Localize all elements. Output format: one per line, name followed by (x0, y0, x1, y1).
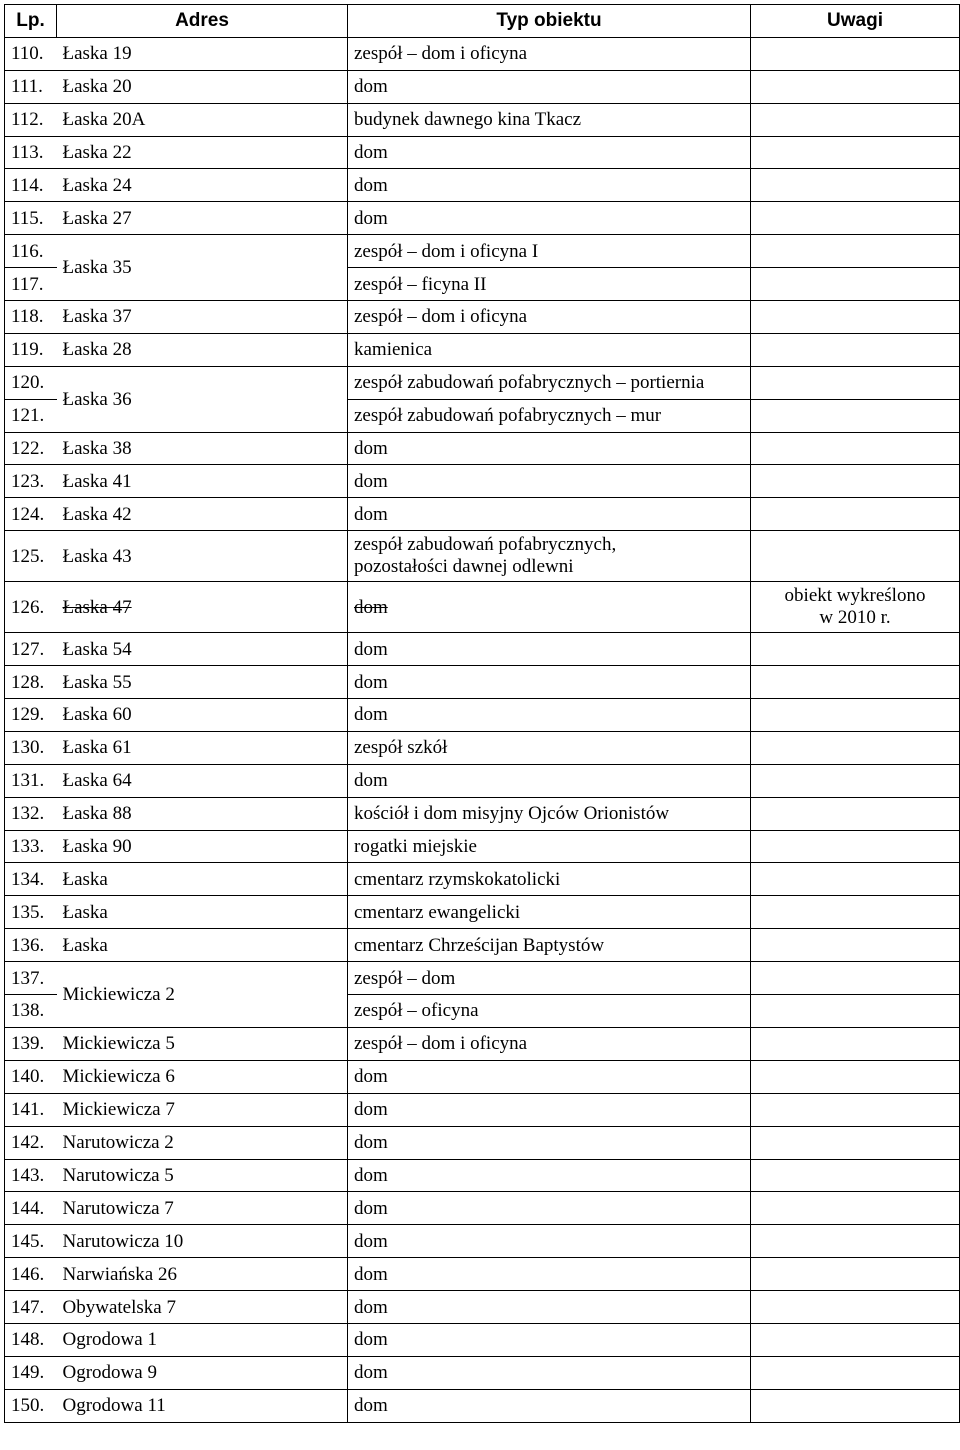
row-remarks (751, 863, 960, 896)
row-number: 112. (5, 103, 57, 136)
row-number: 128. (5, 666, 57, 699)
table-row (5, 235, 960, 268)
row-remarks (751, 136, 960, 169)
row-object-type: dom (348, 432, 751, 465)
header-adres: Adres (57, 5, 348, 38)
table-row (5, 699, 960, 732)
header-lp: Lp. (5, 5, 57, 38)
row-address: Łaska 42 (57, 498, 348, 531)
row-number: 124. (5, 498, 57, 531)
row-remarks (751, 633, 960, 666)
row-object-type: zespół – dom i oficyna (348, 1027, 751, 1060)
remark-line: obiekt wykreślono (784, 585, 926, 607)
row-object-type: dom (348, 1323, 751, 1356)
row-address: Łaska (57, 863, 348, 896)
table-row (5, 1323, 960, 1356)
row-number: 142. (5, 1126, 57, 1159)
row-object-type: dom (348, 1291, 751, 1324)
row-address: Łaska (57, 896, 348, 929)
row-address: Łaska 38 (57, 432, 348, 465)
row-number: 127. (5, 633, 57, 666)
header-uwagi: Uwagi (751, 5, 960, 38)
row-remarks (751, 1389, 960, 1422)
table-row (5, 169, 960, 202)
row-remarks (751, 797, 960, 830)
row-number: 118. (5, 301, 57, 334)
row-object-type: dom (348, 136, 751, 169)
row-address: Narwiańska 26 (57, 1258, 348, 1291)
row-number: 135. (5, 896, 57, 929)
row-object-type: dom (348, 764, 751, 797)
row-address: Łaska 27 (57, 202, 348, 235)
row-object-type: zespół – dom (348, 962, 751, 995)
row-object-type: kamienica (348, 333, 751, 366)
table-row (5, 863, 960, 896)
row-address: Łaska 28 (57, 333, 348, 366)
row-address: Ogrodowa 1 (57, 1323, 348, 1356)
row-remarks (751, 70, 960, 103)
row-address: Narutowicza 2 (57, 1126, 348, 1159)
row-remarks (751, 1323, 960, 1356)
row-object-type: dom (348, 498, 751, 531)
table-row (5, 666, 960, 699)
table-row (5, 1027, 960, 1060)
row-address: Mickiewicza 6 (57, 1060, 348, 1093)
row-remarks (751, 169, 960, 202)
table-row (5, 1291, 960, 1324)
row-number: 139. (5, 1027, 57, 1060)
row-address: Łaska 22 (57, 136, 348, 169)
row-number: 138. (5, 995, 57, 1028)
row-remarks (751, 1126, 960, 1159)
row-remarks (751, 1060, 960, 1093)
row-object-type: zespół – ficyna II (348, 268, 751, 301)
row-number: 145. (5, 1225, 57, 1258)
row-number: 129. (5, 699, 57, 732)
row-object-type: dom (348, 1192, 751, 1225)
row-address: Ogrodowa 11 (57, 1389, 348, 1422)
row-number: 126. (5, 582, 57, 633)
row-object-type: zespół – dom i oficyna I (348, 235, 751, 268)
struck-object-type: dom (354, 596, 388, 618)
row-address: Łaska 88 (57, 797, 348, 830)
table-row (5, 202, 960, 235)
row-remarks (751, 896, 960, 929)
row-number: 143. (5, 1159, 57, 1192)
row-number: 114. (5, 169, 57, 202)
table-row (5, 764, 960, 797)
header-typ-obiektu: Typ obiektu (348, 5, 751, 38)
row-address: Narutowicza 10 (57, 1225, 348, 1258)
row-remarks (751, 1159, 960, 1192)
row-object-type: dom (348, 1225, 751, 1258)
table-row (5, 465, 960, 498)
row-address: Łaska 41 (57, 465, 348, 498)
row-address: Łaska 35 (57, 235, 348, 301)
row-object-type: dom (348, 1159, 751, 1192)
row-remarks (751, 731, 960, 764)
row-number: 125. (5, 531, 57, 582)
table-row (5, 498, 960, 531)
row-object-type: budynek dawnego kina Tkacz (348, 103, 751, 136)
row-object-type: dom (348, 1389, 751, 1422)
row-number: 137. (5, 962, 57, 995)
row-address: Ogrodowa 9 (57, 1356, 348, 1389)
object-type-line: zespół zabudowań pofabrycznych, (354, 534, 617, 556)
table-row (5, 1159, 960, 1192)
row-remarks (751, 1027, 960, 1060)
table-row (5, 366, 960, 399)
row-number: 136. (5, 929, 57, 962)
table-row (5, 830, 960, 863)
table-row (5, 633, 960, 666)
header-row (5, 5, 960, 38)
row-remarks (751, 333, 960, 366)
row-remarks (751, 202, 960, 235)
row-object-type: dom (348, 699, 751, 732)
row-remarks (751, 962, 960, 995)
row-address (57, 582, 348, 633)
row-address: Łaska 43 (57, 531, 348, 582)
row-number: 115. (5, 202, 57, 235)
row-remarks (751, 666, 960, 699)
table-row (5, 1126, 960, 1159)
table-row (5, 70, 960, 103)
row-address: Łaska 20 (57, 70, 348, 103)
row-number: 116. (5, 235, 57, 268)
row-remarks (751, 465, 960, 498)
table-row (5, 1225, 960, 1258)
row-address: Łaska 24 (57, 169, 348, 202)
row-object-type: dom (348, 1126, 751, 1159)
row-remarks (751, 764, 960, 797)
row-remarks (751, 103, 960, 136)
row-object-type: zespół szkół (348, 731, 751, 764)
row-remarks (751, 301, 960, 334)
row-object-type: dom (348, 1093, 751, 1126)
row-number: 146. (5, 1258, 57, 1291)
row-object-type: dom (348, 1258, 751, 1291)
row-remarks (751, 1093, 960, 1126)
row-object-type: dom (348, 202, 751, 235)
row-address: Łaska 55 (57, 666, 348, 699)
row-number: 130. (5, 731, 57, 764)
table-row (5, 582, 960, 633)
row-address: Łaska 54 (57, 633, 348, 666)
row-remarks (751, 1356, 960, 1389)
row-remarks (751, 582, 960, 633)
row-object-type: dom (348, 465, 751, 498)
table-row (5, 731, 960, 764)
row-number: 111. (5, 70, 57, 103)
row-address: Łaska 37 (57, 301, 348, 334)
row-remarks (751, 366, 960, 399)
row-number: 117. (5, 268, 57, 301)
row-number: 113. (5, 136, 57, 169)
row-object-type: zespół – oficyna (348, 995, 751, 1028)
row-remarks (751, 235, 960, 268)
row-remarks (751, 699, 960, 732)
row-number: 149. (5, 1356, 57, 1389)
row-remarks (751, 531, 960, 582)
row-remarks (751, 1225, 960, 1258)
row-object-type: cmentarz ewangelicki (348, 896, 751, 929)
row-address: Obywatelska 7 (57, 1291, 348, 1324)
table-row (5, 929, 960, 962)
row-address: Łaska (57, 929, 348, 962)
row-remarks (751, 399, 960, 432)
row-number: 122. (5, 432, 57, 465)
row-address: Mickiewicza 2 (57, 962, 348, 1028)
row-number: 120. (5, 366, 57, 399)
row-address: Mickiewicza 7 (57, 1093, 348, 1126)
row-address: Łaska 19 (57, 37, 348, 70)
struck-address: Łaska 47 (62, 596, 132, 618)
table-row (5, 531, 960, 582)
row-object-type: dom (348, 633, 751, 666)
row-object-type: zespół zabudowań pofabrycznych – portiernia (348, 366, 751, 399)
row-address: Mickiewicza 5 (57, 1027, 348, 1060)
row-number: 121. (5, 399, 57, 432)
row-remarks (751, 929, 960, 962)
row-address: Łaska 60 (57, 699, 348, 732)
row-address: Łaska 20A (57, 103, 348, 136)
table-row (5, 1192, 960, 1225)
row-object-type: zespół – dom i oficyna (348, 301, 751, 334)
row-remarks (751, 1291, 960, 1324)
row-number: 141. (5, 1093, 57, 1126)
row-object-type: dom (348, 70, 751, 103)
row-number: 132. (5, 797, 57, 830)
table-row (5, 333, 960, 366)
row-object-type: cmentarz rzymskokatolicki (348, 863, 751, 896)
row-object-type: zespół – dom i oficyna (348, 37, 751, 70)
row-object-type: zespół zabudowań pofabrycznych – mur (348, 399, 751, 432)
row-object-type: cmentarz Chrześcijan Baptystów (348, 929, 751, 962)
row-remarks (751, 830, 960, 863)
row-number: 133. (5, 830, 57, 863)
table-row (5, 896, 960, 929)
row-object-type (348, 582, 751, 633)
row-object-type: dom (348, 1356, 751, 1389)
table-row (5, 301, 960, 334)
row-remarks (751, 268, 960, 301)
row-number: 150. (5, 1389, 57, 1422)
remark-line: w 2010 r. (819, 607, 891, 629)
row-address: Narutowicza 7 (57, 1192, 348, 1225)
row-object-type (348, 531, 751, 582)
table-row (5, 136, 960, 169)
row-remarks (751, 1192, 960, 1225)
row-remarks (751, 432, 960, 465)
row-number: 144. (5, 1192, 57, 1225)
row-remarks (751, 995, 960, 1028)
row-number: 131. (5, 764, 57, 797)
row-object-type: dom (348, 666, 751, 699)
row-object-type: dom (348, 169, 751, 202)
row-number: 119. (5, 333, 57, 366)
row-remarks (751, 1258, 960, 1291)
table-row (5, 103, 960, 136)
row-object-type: kościół i dom misyjny Ojców Orionistów (348, 797, 751, 830)
table-row (5, 37, 960, 70)
row-number: 110. (5, 37, 57, 70)
row-number: 134. (5, 863, 57, 896)
table-row (5, 432, 960, 465)
table-row (5, 797, 960, 830)
row-address: Łaska 64 (57, 764, 348, 797)
table-row (5, 1356, 960, 1389)
table-row (5, 962, 960, 995)
table-row (5, 1389, 960, 1422)
table-row (5, 1060, 960, 1093)
row-number: 140. (5, 1060, 57, 1093)
object-type-line: pozostałości dawnej odlewni (354, 556, 574, 578)
row-number: 123. (5, 465, 57, 498)
row-number: 148. (5, 1323, 57, 1356)
row-object-type: rogatki miejskie (348, 830, 751, 863)
row-address: Łaska 61 (57, 731, 348, 764)
monument-register-table (4, 4, 960, 1423)
row-address: Łaska 36 (57, 366, 348, 432)
row-remarks (751, 37, 960, 70)
row-address: Narutowicza 5 (57, 1159, 348, 1192)
row-number: 147. (5, 1291, 57, 1324)
table-row (5, 1258, 960, 1291)
table-row (5, 1093, 960, 1126)
row-object-type: dom (348, 1060, 751, 1093)
row-address: Łaska 90 (57, 830, 348, 863)
row-remarks (751, 498, 960, 531)
